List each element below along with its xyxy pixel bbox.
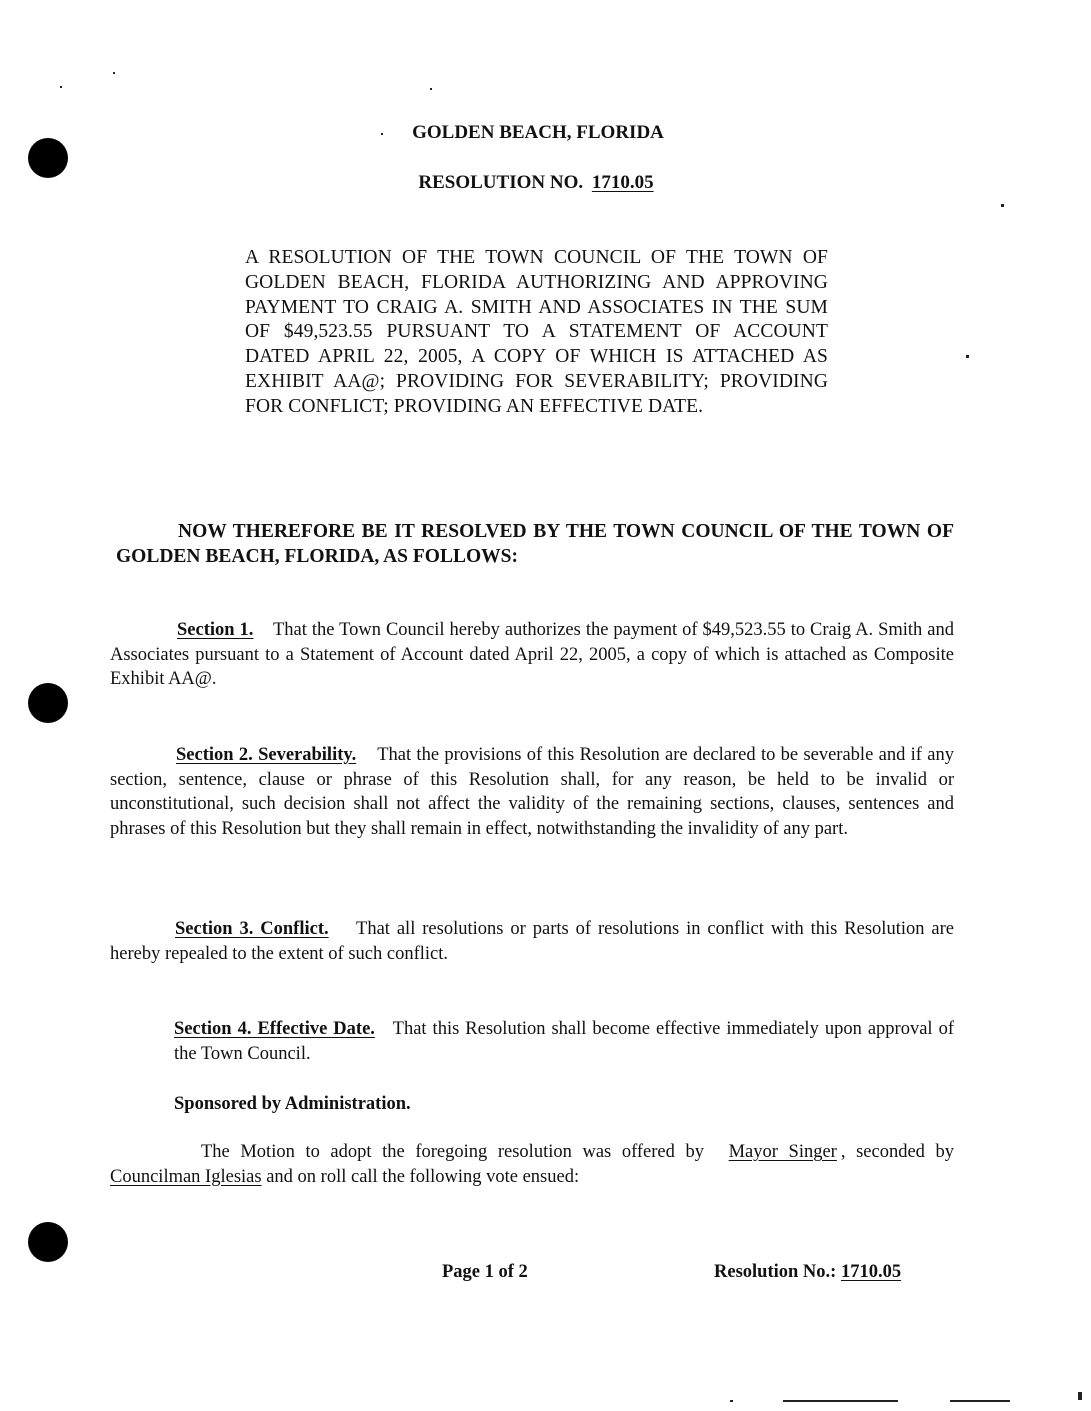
section-4-title: Section 4. Effective Date. [174,1019,375,1039]
page-number: Page 1 of 2 [442,1262,528,1282]
scan-speck [113,72,115,74]
scan-speck [60,86,62,88]
scan-speck [966,355,969,358]
scan-mark [950,1400,1010,1402]
section-3-text: That all resolutions or parts of resolutions in conflict with this Resolution are hereby repealed to the extent of such conflict. [110,919,954,964]
scan-mark [783,1400,898,1402]
scan-mark [1078,1392,1082,1400]
motion-paragraph [110,1140,954,1189]
motion-seconded-by: Councilman Iglesias [110,1166,262,1187]
section-3-title: Section 3. Conflict. [175,919,329,939]
section-2-text: That the provisions of this Resolution are declared to be severable and if any section, sentence, clause or phrase of this Resolution shall, for any reason, be held to be invalid or unconstitutional, such decision shall not affect the validity of the remaining sections, clauses, sentences and phrases of this Resolution but they shall remain in effect, notwithstanding the invalidity of any part. [110,745,954,839]
footer-resolution [714,1262,905,1283]
motion-offered-by: Mayor Singer [728,1142,837,1162]
page-heading: GOLDEN BEACH, FLORIDA [412,122,664,143]
sponsor-line: Sponsored by Administration. [174,1094,411,1114]
resolution-title [0,172,1076,194]
section-1-title: Section 1. [177,620,254,640]
punch-hole-middle [28,683,68,723]
motion-suffix: and on roll call the following vote ensued: [266,1166,580,1187]
motion-prefix: The Motion to adopt the foregoing resolution was offered by [201,1142,704,1162]
punch-hole-bottom [28,1222,68,1262]
scan-speck [1001,204,1004,207]
footer-resolution-number: 1710.05 [840,1262,902,1282]
section-1-text: That the Town Council hereby authorizes the payment of $49,523.55 to Craig A. Smith and Associates pursuant to a Statement of Account dated April 22, 2005, a copy of which is attached as Composite Exhibit AA@. [110,620,954,690]
scan-speck [430,88,432,90]
resolved-clause: NOW THEREFORE BE IT RESOLVED BY THE TOWN COUNCIL OF THE TOWN OF GOLDEN BEACH, FLORIDA, AS FOLLOWS: [116,521,954,567]
resolution-label: RESOLUTION NO. [418,172,584,193]
section-4-text: That this Resolution shall become effective immediately upon approval of the Town Council. [174,1019,954,1064]
scan-mark [730,1400,733,1402]
resolution-number: 1710.05 [591,172,654,193]
section-3 [110,917,954,966]
section-2-title: Section 2. Severability. [176,745,357,765]
section-1 [110,618,954,692]
section-4 [174,1017,954,1066]
section-2 [110,743,954,841]
footer-resolution-label: Resolution No.: [714,1262,837,1282]
resolution-summary: A RESOLUTION OF THE TOWN COUNCIL OF THE TOWN OF GOLDEN BEACH, FLORIDA AUTHORIZING AND APPROVING PAYMENT TO CRAIG A. SMITH AND ASSOCIATES IN THE SUM OF $49,523.55 PURSUANT TO A STATEMENT OF ACCOUNT DATED APRIL 22, 2005, A COPY OF WHICH IS ATTACHED AS EXHIBIT AA@; PROVIDING FOR SEVERABILITY; PROVIDING FOR CONFLICT; PROVIDING AN EFFECTIVE DATE. [245,247,828,417]
motion-middle: , seconded by [840,1142,955,1162]
